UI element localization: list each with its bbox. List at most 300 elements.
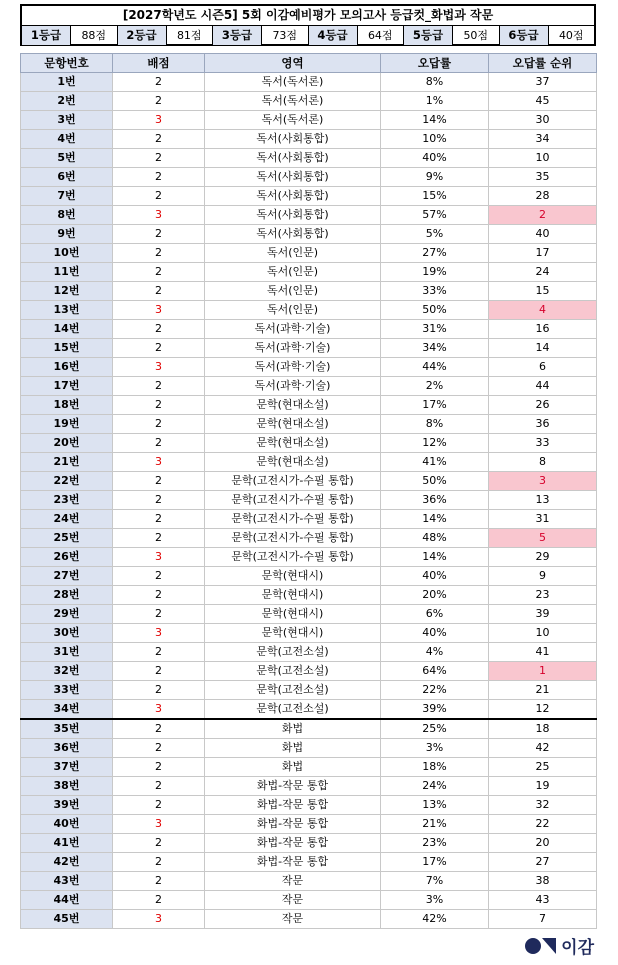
- cell-points: 2: [113, 472, 205, 491]
- cell-question-number: 38번: [21, 777, 113, 796]
- cell-points: 3: [113, 111, 205, 130]
- cell-error-rate: 24%: [381, 777, 489, 796]
- cell-area: 문학(현대소설): [205, 453, 381, 472]
- cell-area: 문학(현대시): [205, 624, 381, 643]
- cell-points: 2: [113, 510, 205, 529]
- cell-error-rank: 13: [489, 491, 597, 510]
- cell-error-rank: 2: [489, 206, 597, 225]
- cell-question-number: 7번: [21, 187, 113, 206]
- cell-error-rate: 40%: [381, 149, 489, 168]
- cell-points: 2: [113, 434, 205, 453]
- cell-question-number: 25번: [21, 529, 113, 548]
- cell-question-number: 8번: [21, 206, 113, 225]
- grade-cut-cell: [118, 26, 214, 45]
- cell-error-rate: 50%: [381, 472, 489, 491]
- table-row: [21, 225, 597, 244]
- table-row: [21, 453, 597, 472]
- grade-score: 40점: [558, 29, 584, 42]
- cell-error-rank: 28: [489, 187, 597, 206]
- cell-error-rank: 14: [489, 339, 597, 358]
- cell-points: 2: [113, 92, 205, 111]
- cell-question-number: 11번: [21, 263, 113, 282]
- cell-error-rate: 23%: [381, 834, 489, 853]
- cell-points: 2: [113, 777, 205, 796]
- cell-error-rate: 21%: [381, 815, 489, 834]
- table-row: [21, 529, 597, 548]
- col-header-error-rate: 오답률: [381, 54, 489, 73]
- grade-score: 88점: [81, 29, 107, 42]
- cell-question-number: 22번: [21, 472, 113, 491]
- cell-points: 2: [113, 605, 205, 624]
- cell-error-rate: 57%: [381, 206, 489, 225]
- cell-error-rate: 40%: [381, 624, 489, 643]
- cell-question-number: 12번: [21, 282, 113, 301]
- cell-points: 2: [113, 529, 205, 548]
- cell-question-number: 43번: [21, 872, 113, 891]
- table-header-row: [21, 54, 597, 73]
- cell-area: 독서(과학·기술): [205, 320, 381, 339]
- table-row: [21, 739, 597, 758]
- cell-error-rank: 36: [489, 415, 597, 434]
- cell-error-rate: 64%: [381, 662, 489, 681]
- table-row: [21, 149, 597, 168]
- cell-area: 문학(고전시가-수필 통합): [205, 491, 381, 510]
- cell-error-rank: 17: [489, 244, 597, 263]
- table-row: [21, 643, 597, 662]
- grade-label: 2등급: [118, 26, 167, 45]
- cell-points: 3: [113, 624, 205, 643]
- cell-error-rate: 19%: [381, 263, 489, 282]
- cell-question-number: 27번: [21, 567, 113, 586]
- cell-error-rank: 29: [489, 548, 597, 567]
- cell-area: 문학(고전소설): [205, 643, 381, 662]
- cell-points: 3: [113, 301, 205, 320]
- cell-error-rate: 8%: [381, 415, 489, 434]
- cell-question-number: 35번: [21, 719, 113, 739]
- cell-error-rank: 32: [489, 796, 597, 815]
- cell-error-rank: 18: [489, 719, 597, 739]
- cell-points: 3: [113, 548, 205, 567]
- grade-cut-cell: [213, 26, 309, 45]
- cell-points: 2: [113, 662, 205, 681]
- cell-error-rate: 25%: [381, 719, 489, 739]
- cell-question-number: 21번: [21, 453, 113, 472]
- cell-points: 2: [113, 282, 205, 301]
- cell-error-rate: 3%: [381, 891, 489, 910]
- cell-error-rank: 43: [489, 891, 597, 910]
- cell-area: 문학(고전소설): [205, 662, 381, 681]
- cell-error-rank: 24: [489, 263, 597, 282]
- cell-error-rate: 20%: [381, 586, 489, 605]
- cell-error-rate: 3%: [381, 739, 489, 758]
- cell-error-rank: 25: [489, 758, 597, 777]
- cell-points: 2: [113, 225, 205, 244]
- table-row: [21, 187, 597, 206]
- cell-error-rank: 6: [489, 358, 597, 377]
- cell-error-rank: 34: [489, 130, 597, 149]
- cell-error-rank: 9: [489, 567, 597, 586]
- cell-question-number: 6번: [21, 168, 113, 187]
- table-row: [21, 282, 597, 301]
- cell-question-number: 4번: [21, 130, 113, 149]
- cell-points: 2: [113, 567, 205, 586]
- cell-question-number: 16번: [21, 358, 113, 377]
- table-row: [21, 111, 597, 130]
- cell-area: 문학(현대소설): [205, 434, 381, 453]
- cell-error-rank: 1: [489, 662, 597, 681]
- cell-error-rate: 27%: [381, 244, 489, 263]
- grade-label: 5등급: [404, 26, 453, 45]
- table-row: [21, 567, 597, 586]
- grade-cut-cell: [22, 26, 118, 45]
- cell-question-number: 39번: [21, 796, 113, 815]
- cell-question-number: 14번: [21, 320, 113, 339]
- cell-question-number: 42번: [21, 853, 113, 872]
- cell-points: 2: [113, 586, 205, 605]
- table-row: [21, 339, 597, 358]
- cell-area: 화법-작문 통합: [205, 834, 381, 853]
- grade-cut-cell: [309, 26, 405, 45]
- cell-area: 독서(사회통합): [205, 130, 381, 149]
- cell-points: 2: [113, 263, 205, 282]
- grade-label: 1등급: [22, 26, 71, 45]
- cell-error-rank: 35: [489, 168, 597, 187]
- cell-error-rate: 42%: [381, 910, 489, 929]
- cell-question-number: 31번: [21, 643, 113, 662]
- table-row: [21, 130, 597, 149]
- cell-error-rank: 3: [489, 472, 597, 491]
- cell-points: 2: [113, 320, 205, 339]
- cell-error-rank: 21: [489, 681, 597, 700]
- cell-points: 2: [113, 834, 205, 853]
- cell-points: 2: [113, 149, 205, 168]
- cell-points: 2: [113, 377, 205, 396]
- table-row: [21, 415, 597, 434]
- cell-area: 화법: [205, 739, 381, 758]
- cell-points: 2: [113, 758, 205, 777]
- cell-area: 작문: [205, 891, 381, 910]
- cell-question-number: 23번: [21, 491, 113, 510]
- cell-error-rate: 39%: [381, 700, 489, 720]
- cell-error-rate: 5%: [381, 225, 489, 244]
- cell-points: 3: [113, 453, 205, 472]
- cell-points: 2: [113, 872, 205, 891]
- grade-label: 4등급: [309, 26, 358, 45]
- cell-error-rate: 10%: [381, 130, 489, 149]
- cell-error-rank: 45: [489, 92, 597, 111]
- cell-error-rate: 14%: [381, 510, 489, 529]
- cell-area: 문학(현대시): [205, 586, 381, 605]
- cell-question-number: 5번: [21, 149, 113, 168]
- grade-score: 73점: [272, 29, 298, 42]
- table-row: [21, 586, 597, 605]
- cell-area: 독서(독서론): [205, 92, 381, 111]
- cell-points: 2: [113, 643, 205, 662]
- cell-area: 독서(인문): [205, 244, 381, 263]
- cell-question-number: 3번: [21, 111, 113, 130]
- cell-points: 2: [113, 396, 205, 415]
- cell-error-rate: 44%: [381, 358, 489, 377]
- cell-error-rate: 17%: [381, 853, 489, 872]
- cell-points: 2: [113, 168, 205, 187]
- cell-points: 2: [113, 73, 205, 92]
- cell-error-rate: 7%: [381, 872, 489, 891]
- cell-points: 2: [113, 739, 205, 758]
- cell-error-rate: 4%: [381, 643, 489, 662]
- cell-error-rank: 40: [489, 225, 597, 244]
- cell-area: 독서(사회통합): [205, 168, 381, 187]
- cell-area: 독서(독서론): [205, 73, 381, 92]
- cell-question-number: 44번: [21, 891, 113, 910]
- cell-error-rank: 44: [489, 377, 597, 396]
- cell-error-rank: 37: [489, 73, 597, 92]
- cell-area: 화법-작문 통합: [205, 796, 381, 815]
- cell-area: 화법-작문 통합: [205, 853, 381, 872]
- cell-error-rate: 8%: [381, 73, 489, 92]
- brand-name: 이감: [561, 938, 594, 958]
- table-row: [21, 472, 597, 491]
- cell-area: 화법-작문 통합: [205, 815, 381, 834]
- table-row: [21, 510, 597, 529]
- cell-error-rank: 30: [489, 111, 597, 130]
- cell-error-rate: 17%: [381, 396, 489, 415]
- cell-area: 문학(고전시가-수필 통합): [205, 548, 381, 567]
- cell-error-rate: 31%: [381, 320, 489, 339]
- question-stats-table: [20, 53, 597, 929]
- table-row: [21, 320, 597, 339]
- cell-error-rate: 18%: [381, 758, 489, 777]
- table-row: [21, 206, 597, 225]
- table-row: [21, 624, 597, 643]
- cell-error-rate: 22%: [381, 681, 489, 700]
- cell-error-rank: 26: [489, 396, 597, 415]
- grade-cut-cell: [500, 26, 595, 45]
- cell-points: 2: [113, 244, 205, 263]
- cell-error-rank: 23: [489, 586, 597, 605]
- table-row: [21, 73, 597, 92]
- table-row: [21, 872, 597, 891]
- cell-question-number: 29번: [21, 605, 113, 624]
- cell-area: 독서(사회통합): [205, 187, 381, 206]
- grade-cut-header: [20, 4, 596, 46]
- table-row: [21, 491, 597, 510]
- cell-points: 3: [113, 910, 205, 929]
- cell-error-rank: 16: [489, 320, 597, 339]
- cell-area: 작문: [205, 910, 381, 929]
- cell-question-number: 45번: [21, 910, 113, 929]
- col-header-area: 영역: [205, 54, 381, 73]
- table-row: [21, 815, 597, 834]
- table-row: [21, 662, 597, 681]
- table-row: [21, 377, 597, 396]
- cell-question-number: 13번: [21, 301, 113, 320]
- cell-area: 독서(독서론): [205, 111, 381, 130]
- cell-area: 독서(인문): [205, 263, 381, 282]
- cell-area: 문학(현대시): [205, 605, 381, 624]
- table-row: [21, 263, 597, 282]
- cell-error-rate: 48%: [381, 529, 489, 548]
- cell-error-rank: 7: [489, 910, 597, 929]
- table-row: [21, 168, 597, 187]
- cell-error-rate: 1%: [381, 92, 489, 111]
- cell-area: 문학(현대소설): [205, 396, 381, 415]
- cell-area: 문학(고전시가-수필 통합): [205, 529, 381, 548]
- cell-error-rank: 8: [489, 453, 597, 472]
- cell-error-rank: 5: [489, 529, 597, 548]
- cell-area: 독서(사회통합): [205, 206, 381, 225]
- table-row: [21, 891, 597, 910]
- cell-area: 작문: [205, 872, 381, 891]
- cell-points: 2: [113, 491, 205, 510]
- cell-error-rate: 34%: [381, 339, 489, 358]
- col-header-points: 배점: [113, 54, 205, 73]
- cell-question-number: 9번: [21, 225, 113, 244]
- cell-question-number: 32번: [21, 662, 113, 681]
- table-row: [21, 548, 597, 567]
- cell-error-rank: 10: [489, 149, 597, 168]
- cell-question-number: 37번: [21, 758, 113, 777]
- col-header-error-rank: 오답률 순위: [489, 54, 597, 73]
- cell-question-number: 15번: [21, 339, 113, 358]
- table-row: [21, 92, 597, 111]
- cell-area: 독서(인문): [205, 282, 381, 301]
- cell-error-rate: 2%: [381, 377, 489, 396]
- table-row: [21, 605, 597, 624]
- cell-area: 독서(사회통합): [205, 149, 381, 168]
- cell-points: 3: [113, 815, 205, 834]
- cell-question-number: 26번: [21, 548, 113, 567]
- cell-points: 2: [113, 719, 205, 739]
- table-row: [21, 777, 597, 796]
- cell-area: 독서(과학·기술): [205, 377, 381, 396]
- cell-question-number: 17번: [21, 377, 113, 396]
- cell-error-rank: 38: [489, 872, 597, 891]
- cell-points: 2: [113, 891, 205, 910]
- cell-points: 2: [113, 415, 205, 434]
- cell-points: 2: [113, 339, 205, 358]
- table-row: [21, 758, 597, 777]
- cell-question-number: 2번: [21, 92, 113, 111]
- cell-error-rate: 15%: [381, 187, 489, 206]
- cell-question-number: 30번: [21, 624, 113, 643]
- cell-error-rate: 9%: [381, 168, 489, 187]
- cell-area: 독서(과학·기술): [205, 339, 381, 358]
- grade-label: 6등급: [500, 26, 549, 45]
- cell-area: 문학(현대시): [205, 567, 381, 586]
- cell-error-rate: 14%: [381, 111, 489, 130]
- cell-points: 2: [113, 130, 205, 149]
- cell-error-rank: 41: [489, 643, 597, 662]
- cell-points: 3: [113, 700, 205, 720]
- table-row: [21, 853, 597, 872]
- table-row: [21, 681, 597, 700]
- cell-error-rank: 39: [489, 605, 597, 624]
- table-row: [21, 834, 597, 853]
- cell-question-number: 36번: [21, 739, 113, 758]
- col-header-question: 문항번호: [21, 54, 113, 73]
- grade-score: 81점: [176, 29, 202, 42]
- table-row: [21, 700, 597, 720]
- cell-area: 화법-작문 통합: [205, 777, 381, 796]
- table-row: [21, 796, 597, 815]
- cell-area: 독서(과학·기술): [205, 358, 381, 377]
- cell-error-rank: 22: [489, 815, 597, 834]
- igam-logo-icon: [525, 937, 557, 955]
- cell-error-rate: 50%: [381, 301, 489, 320]
- cell-error-rank: 42: [489, 739, 597, 758]
- table-row: [21, 244, 597, 263]
- cell-error-rate: 6%: [381, 605, 489, 624]
- brand-logo: [525, 933, 594, 958]
- table-row: [21, 434, 597, 453]
- cell-question-number: 10번: [21, 244, 113, 263]
- cell-question-number: 28번: [21, 586, 113, 605]
- cell-question-number: 40번: [21, 815, 113, 834]
- grade-cut-row: [22, 26, 594, 45]
- cell-points: 2: [113, 853, 205, 872]
- grade-label: 3등급: [213, 26, 262, 45]
- cell-question-number: 18번: [21, 396, 113, 415]
- cell-error-rate: 13%: [381, 796, 489, 815]
- cell-error-rank: 31: [489, 510, 597, 529]
- cell-question-number: 41번: [21, 834, 113, 853]
- grade-cut-cell: [404, 26, 500, 45]
- cell-area: 문학(고전시가-수필 통합): [205, 472, 381, 491]
- cell-error-rank: 10: [489, 624, 597, 643]
- cell-error-rate: 41%: [381, 453, 489, 472]
- table-row: [21, 301, 597, 320]
- page-title: [2027학년도 시즌5] 5회 이감예비평가 모의고사 등급컷_화법과 작문: [22, 6, 594, 26]
- table-row: [21, 910, 597, 929]
- cell-error-rank: 19: [489, 777, 597, 796]
- cell-error-rank: 20: [489, 834, 597, 853]
- table-row: [21, 396, 597, 415]
- cell-area: 문학(고전소설): [205, 700, 381, 720]
- cell-error-rate: 12%: [381, 434, 489, 453]
- table-row: [21, 358, 597, 377]
- cell-error-rank: 33: [489, 434, 597, 453]
- table-row: [21, 719, 597, 739]
- cell-error-rank: 15: [489, 282, 597, 301]
- cell-area: 문학(고전시가-수필 통합): [205, 510, 381, 529]
- cell-error-rank: 27: [489, 853, 597, 872]
- cell-points: 2: [113, 796, 205, 815]
- cell-area: 문학(현대소설): [205, 415, 381, 434]
- cell-question-number: 33번: [21, 681, 113, 700]
- cell-points: 3: [113, 206, 205, 225]
- cell-points: 2: [113, 187, 205, 206]
- cell-points: 3: [113, 358, 205, 377]
- cell-question-number: 34번: [21, 700, 113, 720]
- cell-question-number: 1번: [21, 73, 113, 92]
- cell-error-rate: 33%: [381, 282, 489, 301]
- grade-score: 50점: [463, 29, 489, 42]
- cell-points: 2: [113, 681, 205, 700]
- cell-error-rate: 40%: [381, 567, 489, 586]
- grade-score: 64점: [367, 29, 393, 42]
- cell-area: 독서(사회통합): [205, 225, 381, 244]
- cell-question-number: 24번: [21, 510, 113, 529]
- cell-error-rank: 4: [489, 301, 597, 320]
- cell-error-rank: 12: [489, 700, 597, 720]
- cell-area: 문학(고전소설): [205, 681, 381, 700]
- cell-area: 화법: [205, 758, 381, 777]
- cell-error-rate: 36%: [381, 491, 489, 510]
- cell-error-rate: 14%: [381, 548, 489, 567]
- cell-question-number: 20번: [21, 434, 113, 453]
- cell-area: 화법: [205, 719, 381, 739]
- cell-question-number: 19번: [21, 415, 113, 434]
